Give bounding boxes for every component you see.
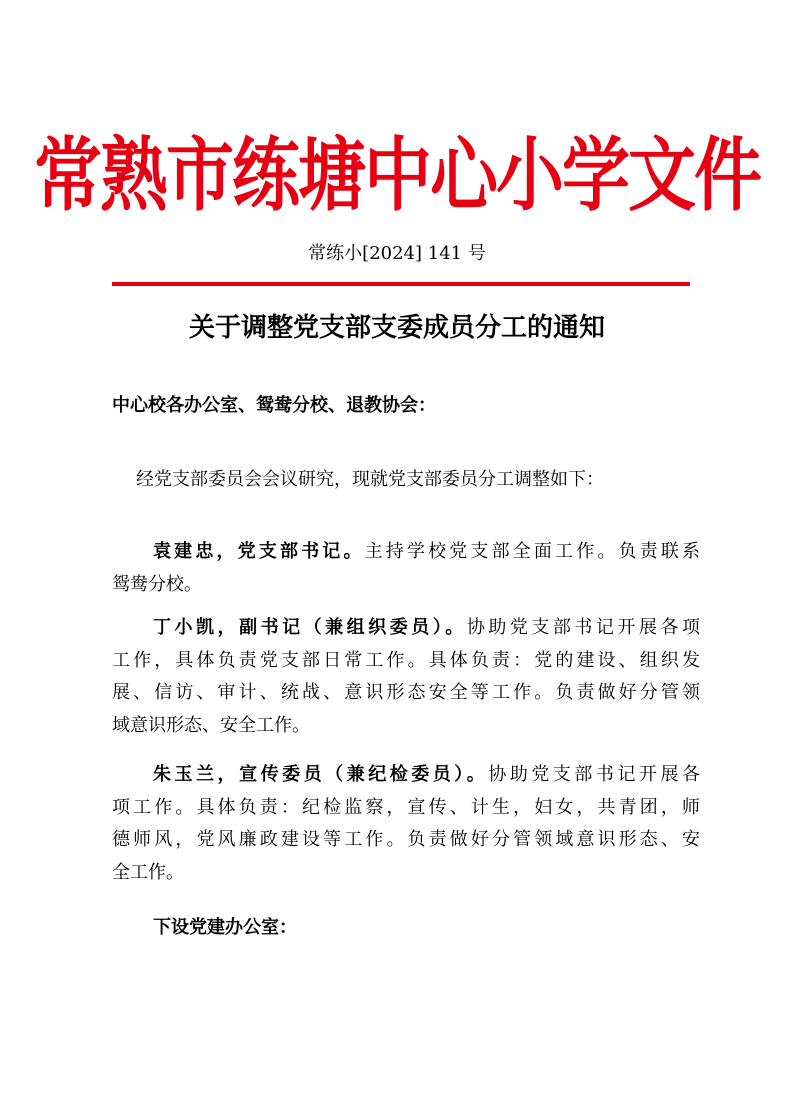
- paragraph-line: 展、信访、审计、统战、意识形态安全等工作。负责做好分管领: [112, 682, 700, 703]
- member-paragraph-3: [112, 759, 700, 889]
- paragraph-first-line: [112, 536, 700, 569]
- paragraph-first-line: [112, 612, 700, 645]
- addressee-line: 中心校各办公室、鸳鸯分校、退教协会：: [112, 395, 436, 416]
- duty-text: 主持学校党支部全面工作。负责联系: [364, 541, 701, 562]
- paragraph-line: 项工作。具体负责：纪检监察，宣传、计生，妇女，共青团，师: [112, 796, 700, 818]
- paragraph-first-line: [112, 759, 700, 792]
- member-name-role: 朱玉兰，宣传委员（兼纪检委员）。: [153, 764, 489, 785]
- member-paragraph-1: [112, 536, 700, 601]
- paragraph-line: 德师风，党风廉政建设等工作。负责做好分管领域意识形态、安: [112, 829, 700, 850]
- document-title: 关于调整党支部支委成员分工的通知: [188, 313, 605, 343]
- masthead-title: 常熟市练塘中心小学文件: [33, 129, 760, 224]
- red-divider-line: [112, 282, 690, 286]
- paragraph-line: 域意识形态、安全工作。: [112, 714, 310, 736]
- document-number: 常练小[2024] 141 号: [308, 243, 486, 264]
- intro-paragraph: 经党支部委员会会议研究，现就党支部委员分工调整如下：: [136, 469, 604, 490]
- duty-text: 协助党支部书记开展各项: [466, 617, 701, 638]
- duty-text: 协助党支部书记开展各: [488, 764, 701, 785]
- paragraph-line: 工作，具体负责党支部日常工作。具体负责：党的建设、组织发: [112, 649, 700, 671]
- sub-heading: 下设党建办公室：: [153, 917, 297, 938]
- paragraph-line: 鸳鸯分校。: [112, 573, 202, 595]
- paragraph-line: 全工作。: [112, 861, 184, 883]
- member-name-role: 袁建忠，党支部书记。: [153, 541, 365, 562]
- member-name-role: 丁小凯，副书记（兼组织委员）。: [153, 617, 467, 638]
- member-paragraph-2: [112, 612, 700, 742]
